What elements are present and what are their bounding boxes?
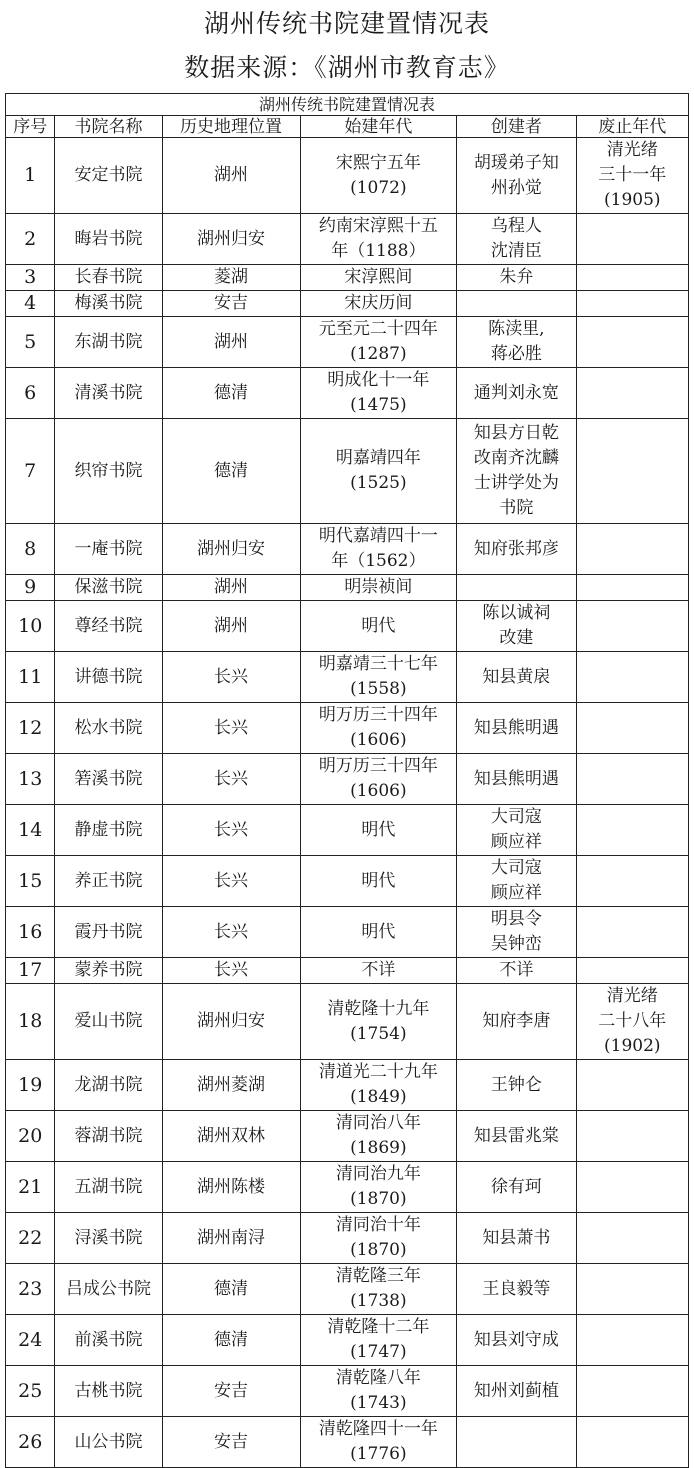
row-location: 湖州菱湖 [162, 1060, 300, 1111]
row-founder: 知县雷兆棠 [457, 1111, 576, 1162]
table-row [6, 1111, 689, 1162]
row-name: 山公书院 [55, 1417, 162, 1468]
row-ended [576, 805, 688, 856]
row-ended [576, 1213, 688, 1264]
row-no: 14 [6, 805, 55, 856]
row-founder: 陈渎里, 蒋必胜 [457, 317, 576, 368]
row-ended [576, 1315, 688, 1366]
row-built: 元至元二十四年 (1287) [300, 317, 457, 368]
row-built: 明嘉靖三十七年 (1558) [300, 652, 457, 703]
row-ended [576, 317, 688, 368]
row-name: 织帘书院 [55, 419, 162, 524]
row-built: 宋淳熙间 [300, 265, 457, 291]
row-founder: 王钟仑 [457, 1060, 576, 1111]
row-name: 前溪书院 [55, 1315, 162, 1366]
row-ended [576, 856, 688, 907]
row-ended [576, 652, 688, 703]
row-no: 22 [6, 1213, 55, 1264]
row-ended [576, 958, 688, 984]
table-row [6, 856, 689, 907]
row-founder [457, 1417, 576, 1468]
row-founder: 胡瑗弟子知 州孙觉 [457, 138, 576, 214]
row-ended [576, 214, 688, 265]
row-ended [576, 1264, 688, 1315]
row-location: 长兴 [162, 652, 300, 703]
row-built: 清道光二十九年 (1849) [300, 1060, 457, 1111]
row-built: 不详 [300, 958, 457, 984]
row-name: 蓉湖书院 [55, 1111, 162, 1162]
row-name: 静虚书院 [55, 805, 162, 856]
table-row [6, 575, 689, 601]
row-ended [576, 754, 688, 805]
row-location: 湖州归安 [162, 984, 300, 1060]
table-row [6, 1417, 689, 1468]
row-name: 长春书院 [55, 265, 162, 291]
row-built: 清乾隆三年 (1738) [300, 1264, 457, 1315]
row-no: 8 [6, 524, 55, 575]
row-ended: 清光绪 二十八年 (1902) [576, 984, 688, 1060]
row-name: 安定书院 [55, 138, 162, 214]
row-founder: 徐有珂 [457, 1162, 576, 1213]
row-built: 清同治九年 (1870) [300, 1162, 457, 1213]
row-location: 长兴 [162, 805, 300, 856]
row-ended [576, 1060, 688, 1111]
row-name: 爱山书院 [55, 984, 162, 1060]
header-no: 序号 [6, 116, 55, 138]
row-name: 梅溪书院 [55, 291, 162, 317]
row-location: 德清 [162, 1315, 300, 1366]
table-row [6, 652, 689, 703]
table-header-row [6, 116, 689, 138]
header-built: 始建年代 [300, 116, 457, 138]
row-no: 16 [6, 907, 55, 958]
table-row [6, 805, 689, 856]
row-no: 20 [6, 1111, 55, 1162]
table-row [6, 214, 689, 265]
row-founder: 知县刘守成 [457, 1315, 576, 1366]
row-name: 五湖书院 [55, 1162, 162, 1213]
row-name: 吕成公书院 [55, 1264, 162, 1315]
table-row [6, 1264, 689, 1315]
row-founder: 明县令 吴钟峦 [457, 907, 576, 958]
row-location: 长兴 [162, 958, 300, 984]
table-row [6, 1366, 689, 1417]
row-no: 12 [6, 703, 55, 754]
row-built: 约南宋淳熙十五 年（1188） [300, 214, 457, 265]
row-ended [576, 1111, 688, 1162]
row-built: 清乾隆十九年 (1754) [300, 984, 457, 1060]
row-ended [576, 575, 688, 601]
row-ended [576, 1366, 688, 1417]
row-built: 宋熙宁五年 (1072) [300, 138, 457, 214]
header-ended: 废止年代 [576, 116, 688, 138]
row-location: 湖州归安 [162, 524, 300, 575]
row-founder: 王良毅等 [457, 1264, 576, 1315]
row-no: 18 [6, 984, 55, 1060]
row-built: 清乾隆八年 (1743) [300, 1366, 457, 1417]
row-founder: 陈以诚祠 改建 [457, 601, 576, 652]
table-row [6, 601, 689, 652]
row-no: 6 [6, 368, 55, 419]
row-founder: 知县萧书 [457, 1213, 576, 1264]
table-row [6, 1060, 689, 1111]
row-founder: 知府李唐 [457, 984, 576, 1060]
row-name: 讲德书院 [55, 652, 162, 703]
row-founder: 不详 [457, 958, 576, 984]
row-no: 1 [6, 138, 55, 214]
row-no: 4 [6, 291, 55, 317]
row-founder: 知县熊明遇 [457, 754, 576, 805]
row-founder: 大司寇 顾应祥 [457, 805, 576, 856]
row-no: 11 [6, 652, 55, 703]
table-row [6, 907, 689, 958]
row-name: 箬溪书院 [55, 754, 162, 805]
table-row [6, 1162, 689, 1213]
row-ended [576, 291, 688, 317]
row-location: 湖州 [162, 575, 300, 601]
row-no: 21 [6, 1162, 55, 1213]
row-built: 清乾隆四十一年 (1776) [300, 1417, 457, 1468]
row-location: 湖州归安 [162, 214, 300, 265]
row-ended [576, 1162, 688, 1213]
row-ended [576, 703, 688, 754]
row-ended [576, 368, 688, 419]
row-built: 明嘉靖四年 (1525) [300, 419, 457, 524]
row-name: 尊经书院 [55, 601, 162, 652]
row-name: 东湖书院 [55, 317, 162, 368]
row-founder: 朱弁 [457, 265, 576, 291]
header-name: 书院名称 [55, 116, 162, 138]
row-name: 蒙养书院 [55, 958, 162, 984]
row-no: 23 [6, 1264, 55, 1315]
row-built: 明崇祯间 [300, 575, 457, 601]
row-founder: 知县黄扆 [457, 652, 576, 703]
row-location: 长兴 [162, 754, 300, 805]
row-name: 晦岩书院 [55, 214, 162, 265]
row-no: 17 [6, 958, 55, 984]
row-built: 明代嘉靖四十一 年（1562） [300, 524, 457, 575]
table-row [6, 1315, 689, 1366]
row-name: 养正书院 [55, 856, 162, 907]
row-no: 2 [6, 214, 55, 265]
row-location: 长兴 [162, 703, 300, 754]
row-no: 24 [6, 1315, 55, 1366]
table-body [6, 138, 689, 1468]
row-name: 霞丹书院 [55, 907, 162, 958]
row-founder: 知州刘蓟植 [457, 1366, 576, 1417]
row-location: 湖州双林 [162, 1111, 300, 1162]
row-no: 25 [6, 1366, 55, 1417]
table-row [6, 317, 689, 368]
row-founder: 通判刘永宽 [457, 368, 576, 419]
row-founder: 知县方日乾 改南齐沈麟 士讲学处为 书院 [457, 419, 576, 524]
row-no: 13 [6, 754, 55, 805]
row-built: 宋庆历间 [300, 291, 457, 317]
row-built: 明代 [300, 601, 457, 652]
row-no: 9 [6, 575, 55, 601]
row-location: 安吉 [162, 291, 300, 317]
row-no: 7 [6, 419, 55, 524]
table-row [6, 368, 689, 419]
row-location: 湖州 [162, 601, 300, 652]
row-location: 安吉 [162, 1417, 300, 1468]
row-no: 15 [6, 856, 55, 907]
row-name: 松水书院 [55, 703, 162, 754]
row-name: 浔溪书院 [55, 1213, 162, 1264]
row-built: 清同治十年 (1870) [300, 1213, 457, 1264]
row-ended [576, 907, 688, 958]
row-built: 明代 [300, 805, 457, 856]
table-row [6, 265, 689, 291]
row-founder [457, 291, 576, 317]
row-ended [576, 419, 688, 524]
row-built: 清同治八年 (1869) [300, 1111, 457, 1162]
table-row [6, 138, 689, 214]
row-ended [576, 524, 688, 575]
document-title: 湖州传统书院建置情况表 [203, 9, 490, 38]
row-built: 明成化十一年 (1475) [300, 368, 457, 419]
row-founder [457, 575, 576, 601]
row-built: 清乾隆十二年 (1747) [300, 1315, 457, 1366]
row-ended [576, 1417, 688, 1468]
data-source-line: 数据来源：《湖州市教育志》 [184, 53, 510, 82]
row-location: 湖州陈楼 [162, 1162, 300, 1213]
row-ended [576, 601, 688, 652]
row-location: 长兴 [162, 856, 300, 907]
table-row [6, 754, 689, 805]
row-ended: 清光绪 三十一年 (1905) [576, 138, 688, 214]
row-no: 3 [6, 265, 55, 291]
row-founder: 知府张邦彦 [457, 524, 576, 575]
row-built: 明万历三十四年 (1606) [300, 703, 457, 754]
row-no: 5 [6, 317, 55, 368]
table-row [6, 958, 689, 984]
row-founder: 大司寇 顾应祥 [457, 856, 576, 907]
row-location: 德清 [162, 368, 300, 419]
row-location: 德清 [162, 1264, 300, 1315]
row-location: 长兴 [162, 907, 300, 958]
table-caption: 湖州传统书院建置情况表 [6, 94, 689, 116]
row-name: 龙湖书院 [55, 1060, 162, 1111]
row-location: 菱湖 [162, 265, 300, 291]
row-founder: 知县熊明遇 [457, 703, 576, 754]
row-name: 古桃书院 [55, 1366, 162, 1417]
row-name: 一庵书院 [55, 524, 162, 575]
row-built: 明代 [300, 856, 457, 907]
row-no: 26 [6, 1417, 55, 1468]
row-location: 湖州 [162, 317, 300, 368]
row-no: 10 [6, 601, 55, 652]
table-row [6, 1213, 689, 1264]
row-founder: 乌程人 沈清臣 [457, 214, 576, 265]
academy-table [5, 93, 689, 1468]
row-name: 清溪书院 [55, 368, 162, 419]
row-built: 明代 [300, 907, 457, 958]
row-location: 安吉 [162, 1366, 300, 1417]
table-row [6, 419, 689, 524]
row-no: 19 [6, 1060, 55, 1111]
row-location: 湖州南浔 [162, 1213, 300, 1264]
table-row [6, 291, 689, 317]
row-built: 明万历三十四年 (1606) [300, 754, 457, 805]
row-location: 湖州 [162, 138, 300, 214]
row-name: 保滋书院 [55, 575, 162, 601]
table-row [6, 984, 689, 1060]
header-founder: 创建者 [457, 116, 576, 138]
row-ended [576, 265, 688, 291]
table-row [6, 703, 689, 754]
table-row [6, 524, 689, 575]
header-location: 历史地理位置 [162, 116, 300, 138]
row-location: 德清 [162, 419, 300, 524]
